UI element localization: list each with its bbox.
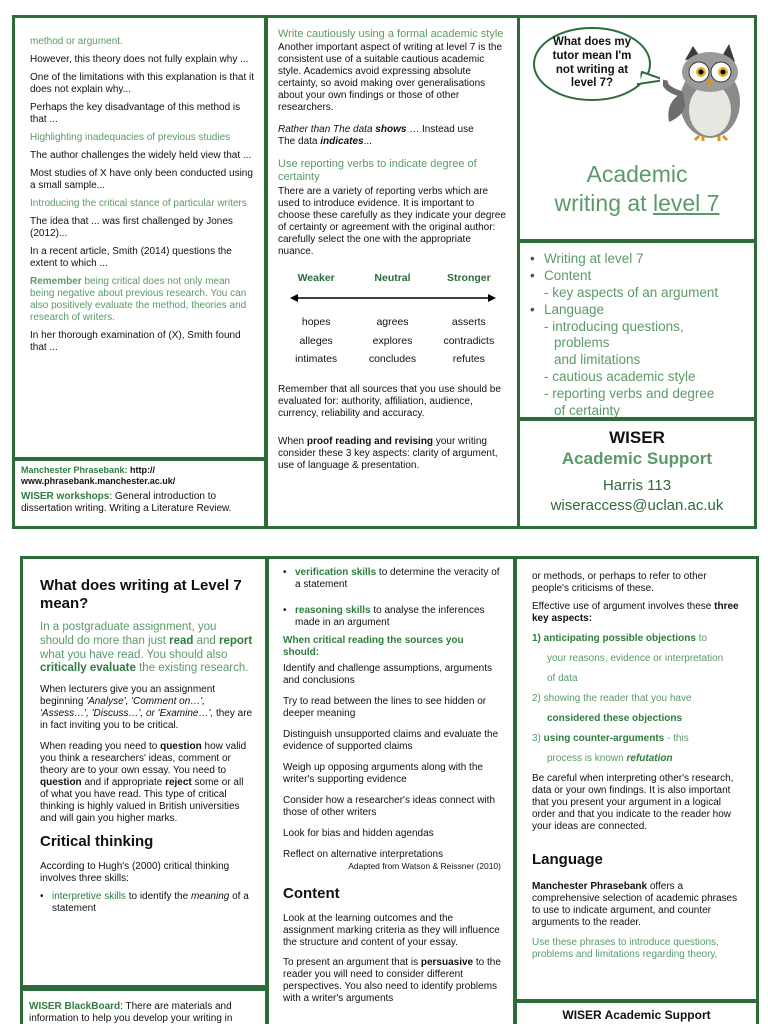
aspect-item — [532, 749, 746, 769]
verb: refutes — [452, 353, 485, 366]
phrasebank-url[interactable]: http:// www.phrasebank.manchester.ac.uk/ — [21, 465, 176, 486]
reading-tip: Reflect on alternative interpretations — [283, 849, 444, 860]
list-item — [40, 891, 253, 915]
list-item — [283, 567, 501, 591]
text-part: to analyse the inferences made in an argument — [295, 605, 485, 628]
contents-subitem: - cautious academic style — [544, 369, 696, 385]
aspect-item: your reasons, evidence or interpretation — [547, 653, 724, 664]
org-subtitle: Academic Support — [561, 449, 713, 469]
intro-part: and — [193, 634, 220, 647]
verb: contradicts — [443, 334, 495, 347]
text-part: - this — [664, 733, 689, 744]
example-strong: shows — [375, 124, 407, 136]
verbs-row — [278, 353, 507, 366]
title-line — [520, 189, 754, 218]
blackboard-info — [29, 1001, 259, 1024]
resources-box — [12, 457, 267, 529]
bubble-text: What does my tutor mean I'm not writing at level 7? — [552, 36, 632, 90]
section-title: Critical thinking — [40, 833, 154, 851]
contents-item: • Content — [530, 268, 744, 285]
example — [278, 124, 507, 136]
aspect-strong: using counter-arguments — [543, 733, 665, 744]
phrase: Perhaps the key disadvantage of this method is that ... — [30, 102, 241, 125]
title-line: Academic — [586, 161, 688, 187]
phrase: One of the limitations with this explanation is that it does not explain why... — [30, 72, 255, 95]
text-part: offers a comprehensive selection of academic phrases to use to indicate argument, and counter arguments to the reader. — [532, 881, 738, 928]
scale-header — [278, 272, 507, 285]
skill-name: reasoning skills — [295, 605, 371, 616]
reading-tip: Identify and challenge assumptions, arguments and conclusions — [283, 663, 493, 686]
contact-panel — [517, 418, 757, 529]
cover-title-panel — [517, 15, 757, 242]
text-strong: persuasive — [420, 957, 474, 969]
contents-item: • Writing at level 7 — [530, 251, 744, 268]
org-name: WISER Academic Support — [562, 1008, 711, 1022]
text-italic: 'Analyse', 'Comment on…', 'Assess…', 'Discuss…', or 'Examine…', — [40, 696, 214, 720]
reading-tip: Consider how a researcher's ideas connect with those of other writers — [283, 795, 496, 818]
phrase: However, this theory does not fully explain why ... — [30, 54, 249, 65]
paragraph — [40, 741, 253, 825]
phrase: The author challenges the widely held view that ... — [30, 150, 252, 161]
owl-icon — [663, 32, 753, 142]
example-part: ... — [363, 136, 372, 148]
skill-name: interpretive skills — [52, 891, 126, 903]
reading-tip: Look for bias and hidden agendas — [283, 828, 434, 839]
section-title: Content — [283, 885, 340, 903]
aspect-strong: refutation — [626, 753, 673, 764]
aspect-item: 2) showing the reader that you have — [532, 693, 692, 704]
speech-bubble — [530, 24, 650, 104]
paragraph — [532, 881, 746, 929]
text-part: When — [278, 435, 307, 447]
title-level: level 7 — [652, 189, 720, 216]
verb: agrees — [376, 316, 409, 329]
section-heading: Use reporting verbs to indicate degree of certainty — [278, 158, 477, 184]
level7-meaning-panel — [20, 556, 268, 988]
workshops-info — [21, 491, 258, 515]
text-part: of a statement — [52, 891, 249, 915]
phrase: The idea that ... was first challenged by Jones (2012)... — [30, 216, 233, 239]
verb: intimates — [295, 353, 338, 366]
intro-part: what you have read. You should also — [40, 648, 228, 661]
phrase: Most studies of X have only been conducted using a small sample... — [30, 168, 253, 191]
paragraph — [40, 684, 253, 732]
contents-panel — [517, 240, 757, 420]
contents-subitem: - introducing questions, — [544, 318, 684, 334]
text-part: 3) — [532, 733, 544, 744]
text-italic: meaning — [190, 891, 230, 903]
example-strong: indicates — [320, 136, 364, 148]
contact-email[interactable]: wiseraccess@uclan.ac.uk — [550, 497, 724, 515]
text-part: process is known — [547, 753, 627, 764]
text-part: Effective use of argument involves these — [532, 601, 715, 612]
critical-reading-panel — [266, 556, 516, 1024]
text-part: When lecturers give you an assignment beginning — [40, 684, 216, 708]
verb: explores — [372, 334, 413, 347]
text-part: they are in fact inviting you to be critical. — [40, 708, 253, 732]
text-strong: proof reading and revising — [306, 435, 434, 447]
double-arrow-icon — [278, 292, 508, 304]
remember-text: being critical does not only mean being negative about previous research. You can also positively evaluate the method, theories and research of writers. — [30, 276, 247, 323]
aspect-strong: 1) anticipating possible objections — [532, 633, 696, 644]
paragraph — [283, 957, 501, 1005]
paragraph: Another important aspect of writing at level 7 is the consistent use of a suitable cautious academic style. Academics avoid expressing absolute certainty, so avoid making over generalisations about your own findings or those of other researchers. — [278, 42, 503, 114]
text-part: to the reader you will need to consider different perspectives. You also need to identify problems with a writer's arguments — [283, 957, 501, 1005]
remember-note — [30, 276, 254, 324]
verb: alleges — [299, 334, 333, 347]
verb: hopes — [301, 316, 331, 329]
skills-list — [40, 891, 253, 915]
contents-item: • Language — [530, 302, 744, 319]
verb: asserts — [451, 316, 486, 329]
text-fragment: method or argument. — [30, 36, 123, 47]
contents-subitem: problems — [554, 335, 610, 351]
phrasebank-link[interactable] — [21, 465, 258, 487]
phrase: In a recent article, Smith (2014) questions the extent to which ... — [30, 246, 232, 269]
scale-weaker: Weaker — [297, 271, 335, 284]
verb: concludes — [368, 353, 417, 366]
reading-tip: Try to read between the lines to see hidden or deeper meaning — [283, 696, 487, 719]
section-title: Language — [532, 851, 603, 868]
contents-subitem: and limitations — [554, 352, 641, 368]
section-heading: When critical reading the sources you should: — [283, 635, 464, 658]
example-part: … Instead use — [406, 124, 474, 136]
paragraph: Look at the learning outcomes and the assignment marking criteria as they will influence the structure and content of your essay. — [283, 913, 500, 949]
intro-strong: read — [169, 634, 194, 647]
intro-part: In a postgraduate assignment, you should do more than just — [40, 621, 217, 647]
aspects-list — [532, 629, 746, 769]
intro — [40, 621, 253, 676]
location: Harris 113 — [602, 477, 672, 495]
verbs-row — [278, 335, 507, 348]
contents-subitem: - key aspects of an argument — [544, 284, 719, 300]
section-heading: Introducing the critical stance of particular writers — [30, 198, 247, 209]
intro-part: the existing research. — [135, 662, 249, 675]
paragraph: Use these phrases to introduce questions, problems and limitations regarding theory, — [532, 937, 719, 960]
text-strong: question — [40, 777, 82, 789]
scale-stronger: Stronger — [446, 271, 491, 284]
aspect-item: considered these objections — [547, 713, 683, 724]
aspect-item — [532, 729, 746, 749]
text-part: to determine the veracity of a statement — [295, 567, 500, 590]
text-part: some or all of what you have read. This type of critical thinking is highly valued in British universities and will gain you higher marks. — [40, 777, 244, 825]
aspect-item — [532, 629, 746, 649]
remember-label: Remember — [30, 276, 82, 287]
example-part: The data — [278, 136, 321, 148]
paragraph: or methods, or perhaps to refer to other people's criticisms of these. — [532, 571, 707, 594]
text-strong: three key aspects: — [532, 601, 739, 624]
verbs-row — [278, 316, 507, 329]
reading-tip: Weigh up opposing arguments along with the writer's supporting evidence — [283, 762, 483, 785]
title-part: writing at — [554, 189, 653, 216]
list-item — [283, 605, 501, 629]
workshops-text: : General introduction to dissertation writing. Writing a Literature Review. — [21, 490, 232, 514]
example — [278, 136, 507, 148]
argument-language-panel — [514, 556, 759, 1002]
text-part: to identify the — [125, 891, 191, 903]
citation: Adapted from Watson & Reissner (2010) — [348, 861, 501, 871]
intro-strong: report — [219, 634, 253, 647]
contents-subitem: of certainty — [554, 402, 621, 418]
scale-neutral: Neutral — [374, 271, 411, 284]
workshops-label: WISER workshops — [21, 490, 110, 502]
text-strong: Manchester Phrasebank — [532, 881, 648, 892]
example-part: Rather than The data — [278, 124, 376, 136]
blackboard-label: WISER BlackBoard — [29, 1001, 121, 1012]
paragraph: According to Hugh's (2000) critical thinking involves three skills: — [40, 861, 230, 885]
cautious-style-panel — [265, 15, 520, 529]
phrasebank-label: Manchester Phrasebank: — [21, 465, 128, 475]
paragraph: There are a variety of reporting verbs which are used to introduce evidence. It is important to choose these carefully as they indicate your degree of certainty or agreement with the original author: carefully select the one with the appropriate nuance. — [278, 185, 506, 257]
text-part: your writing consider these 3 key aspects: clarity of argument, use of language & presentation. — [278, 435, 498, 471]
skill-name: verification skills — [295, 567, 377, 578]
paragraph: Be careful when interpreting other's research, data or your own findings. It is also important that you present your argument in a logical order and that you indicate to the reader how your ideas are connected. — [532, 773, 734, 832]
paragraph: Remember that all sources that you use should be evaluated for: authority, affiliation, audience, currency, reliability and accuracy. — [278, 383, 501, 419]
skills-list — [283, 567, 501, 629]
org-name: WISER — [609, 428, 665, 447]
text-part: how valid you think a researchers' ideas, comment or theory are to your own essay. You need to — [40, 741, 247, 777]
section-heading: Write cautiously using a formal academic style — [278, 28, 504, 40]
page-title — [520, 160, 754, 218]
text-part: When reading you need to — [40, 741, 161, 753]
text-part: To present an argument that is — [283, 957, 421, 969]
intro-strong: critically evaluate — [40, 662, 136, 675]
tips-panel-critical-phrases — [12, 15, 267, 461]
text-part: and if appropriate — [81, 777, 166, 789]
section-title: What does writing at Level 7 mean? — [40, 577, 242, 612]
text-part: to — [695, 633, 708, 644]
contents-list — [530, 251, 744, 420]
paragraph — [532, 601, 746, 625]
blackboard-text: : There are materials and information to help you develop your writing in — [29, 1001, 233, 1024]
section-heading: Highlighting inadequacies of previous studies — [30, 132, 231, 143]
text-strong: question — [160, 741, 202, 753]
footer-contact-box — [514, 1000, 759, 1024]
blackboard-box — [20, 988, 268, 1024]
paragraph — [278, 436, 507, 472]
reading-tip: Distinguish unsupported claims and evaluate the evidence of supported claims — [283, 729, 499, 752]
phrase: In her thorough examination of (X), Smith found that ... — [30, 330, 241, 353]
contents-subitem: - reporting verbs and degree — [544, 386, 715, 401]
aspect-item: of data — [547, 673, 578, 684]
text-strong: reject — [165, 777, 192, 789]
